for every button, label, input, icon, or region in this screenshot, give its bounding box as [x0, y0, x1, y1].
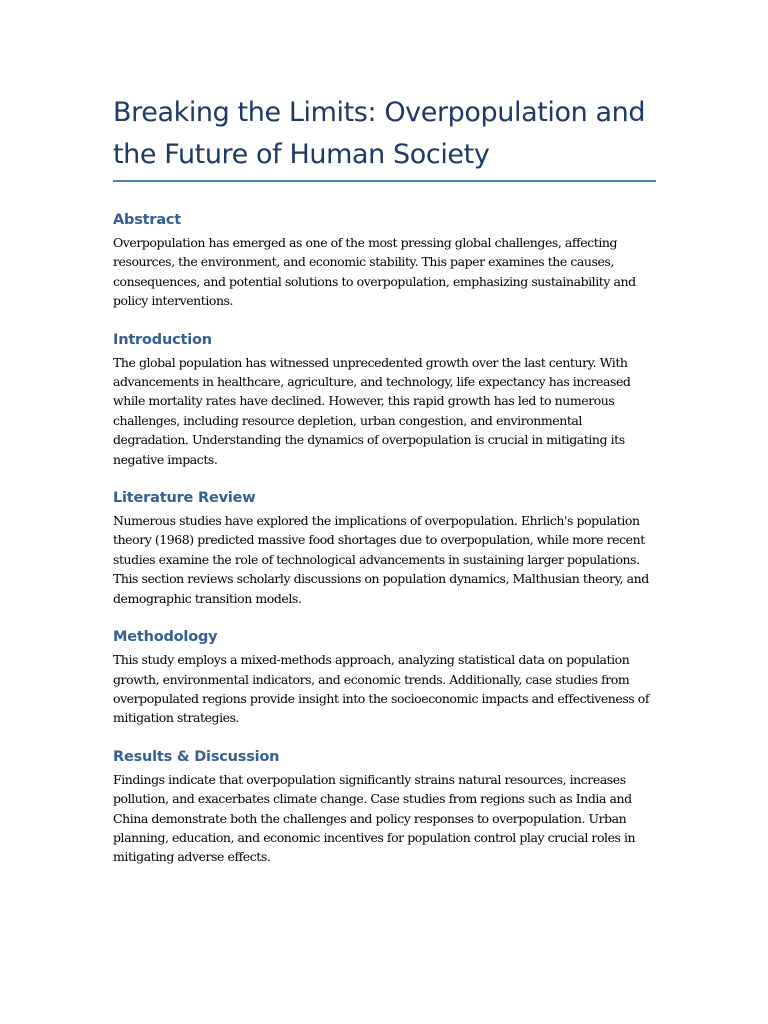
section-body: Findings indicate that overpopulation significantly strains natural resources, increases pollution, and exacerbates climate change. Case studies from regions such as India and China demonstrate both the challenges and policy responses to overpopulation. Urban planning, education, and economic incentives for population control play crucial roles in mitigating adverse effects. — [113, 771, 636, 865]
section-heading: Results & Discussion — [113, 748, 280, 765]
section-heading: Introduction — [113, 331, 212, 348]
section-body: This study employs a mixed-methods approach, analyzing statistical data on population growth, environmental indicators, and economic trends. Additionally, case studies from overpopulated regions provide insight into the socioeconomic impacts and effectiveness of mitigation strategies. — [113, 652, 650, 726]
section-heading: Literature Review — [113, 490, 256, 507]
section-results-discussion — [113, 747, 658, 867]
document-content — [113, 92, 658, 886]
section-heading: Methodology — [113, 629, 218, 646]
section-methodology — [113, 627, 658, 728]
section-literature-review — [113, 488, 658, 608]
section-body: Numerous studies have explored the implications of overpopulation. Ehrlich's population theory (1968) predicted massive food shortages due to overpopulation, while more recent studies examine the role of technological advancements in sustaining larger populations. This section reviews scholarly discussions on population dynamics, Malthusian theory, and demographic transition models. — [113, 513, 649, 606]
section-introduction — [113, 330, 658, 469]
title-underline — [113, 180, 656, 182]
section-heading: Abstract — [113, 212, 182, 228]
section-body: The global population has witnessed unprecedented growth over the last century. With advancements in healthcare, agriculture, and technology, life expectancy has increased while mortality rates have declined. However, this rapid growth has led to numerous challenges, including resource depletion, urban congestion, and environmental degradation. Understanding the dynamics of overpopulation is crucial in mitigating its negative impacts. — [113, 354, 631, 467]
section-body: Overpopulation has emerged as one of the most pressing global challenges, affecting resources, the environment, and economic stability. This paper examines the causes, consequences, and potential solutions to overpopulation, emphasizing sustainability and policy interventions. — [113, 235, 636, 309]
document-title: Breaking the Limits: Overpopulation and the Future of Human Society — [113, 97, 646, 170]
section-abstract — [113, 210, 658, 311]
